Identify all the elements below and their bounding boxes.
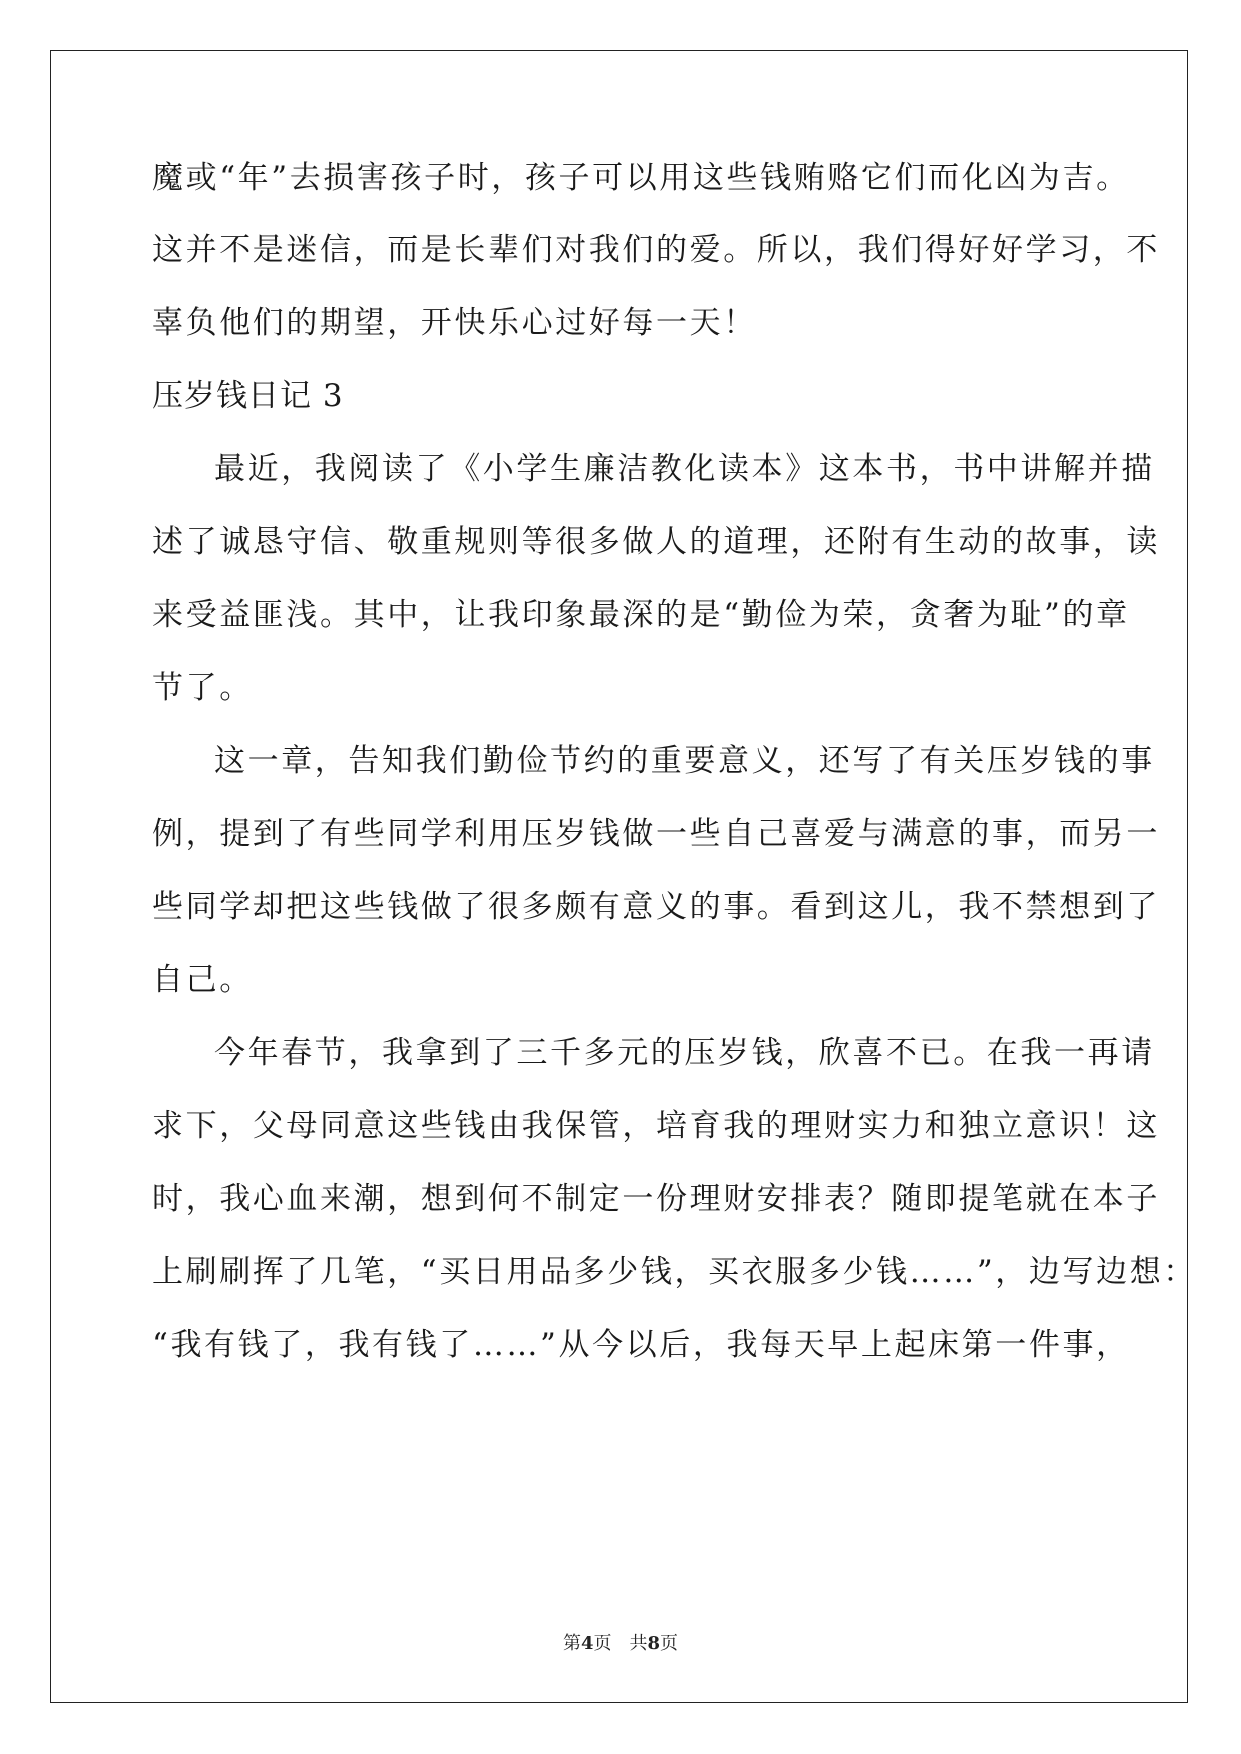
text-line: 时，我心血来潮，想到何不制定一份理财安排表？随即提笔就在本子 — [152, 1181, 1160, 1217]
footer-suffix: 页 — [660, 1633, 679, 1654]
text-line: 求下，父母同意这些钱由我保管，培育我的理财实力和独立意识！这 — [152, 1108, 1160, 1144]
text-line: 例，提到了有些同学利用压岁钱做一些自己喜爱与满意的事，而另一 — [152, 816, 1160, 852]
text-line: 辜负他们的期望，开快乐心过好每一天！ — [152, 305, 757, 341]
text-line: 节了。 — [152, 670, 253, 706]
text-line: 这一章，告知我们勤俭节约的重要意义，还写了有关压岁钱的事 — [214, 743, 1155, 779]
section-heading: 压岁钱日记 3 — [152, 378, 344, 414]
text-line: 自己。 — [152, 962, 253, 998]
text-line: 最近，我阅读了《小学生廉洁教化读本》这本书，书中讲解并描 — [214, 451, 1155, 487]
text-line: 述了诚恳守信、敬重规则等很多做人的道理，还附有生动的故事，读 — [152, 524, 1160, 560]
text-line: 魔或“年”去损害孩子时，孩子可以用这些钱贿赂它们而化凶为吉。 — [152, 160, 1130, 196]
current-page-number: 4 — [580, 1633, 594, 1654]
text-line: 上刷刷挥了几笔，“买日用品多少钱，买衣服多少钱……”，边写边想： — [152, 1254, 1197, 1290]
total-pages-number: 8 — [647, 1633, 661, 1654]
text-line: 这并不是迷信，而是长辈们对我们的爱。所以，我们得好好学习，不 — [152, 232, 1160, 268]
text-line: 来受益匪浅。其中，让我印象最深的是“勤俭为荣，贪奢为耻”的章 — [152, 597, 1130, 633]
text-line: 些同学却把这些钱做了很多颇有意义的事。看到这儿，我不禁想到了 — [152, 889, 1160, 925]
footer-middle: 页 共 — [593, 1633, 648, 1654]
text-line: “我有钱了，我有钱了……”从今以后，我每天早上起床第一件事， — [152, 1327, 1130, 1363]
text-line: 今年春节，我拿到了三千多元的压岁钱，欣喜不已。在我一再请 — [214, 1035, 1155, 1071]
page-border — [50, 50, 1188, 1703]
footer-prefix: 第 — [562, 1633, 581, 1654]
page-footer — [0, 1632, 1241, 1656]
